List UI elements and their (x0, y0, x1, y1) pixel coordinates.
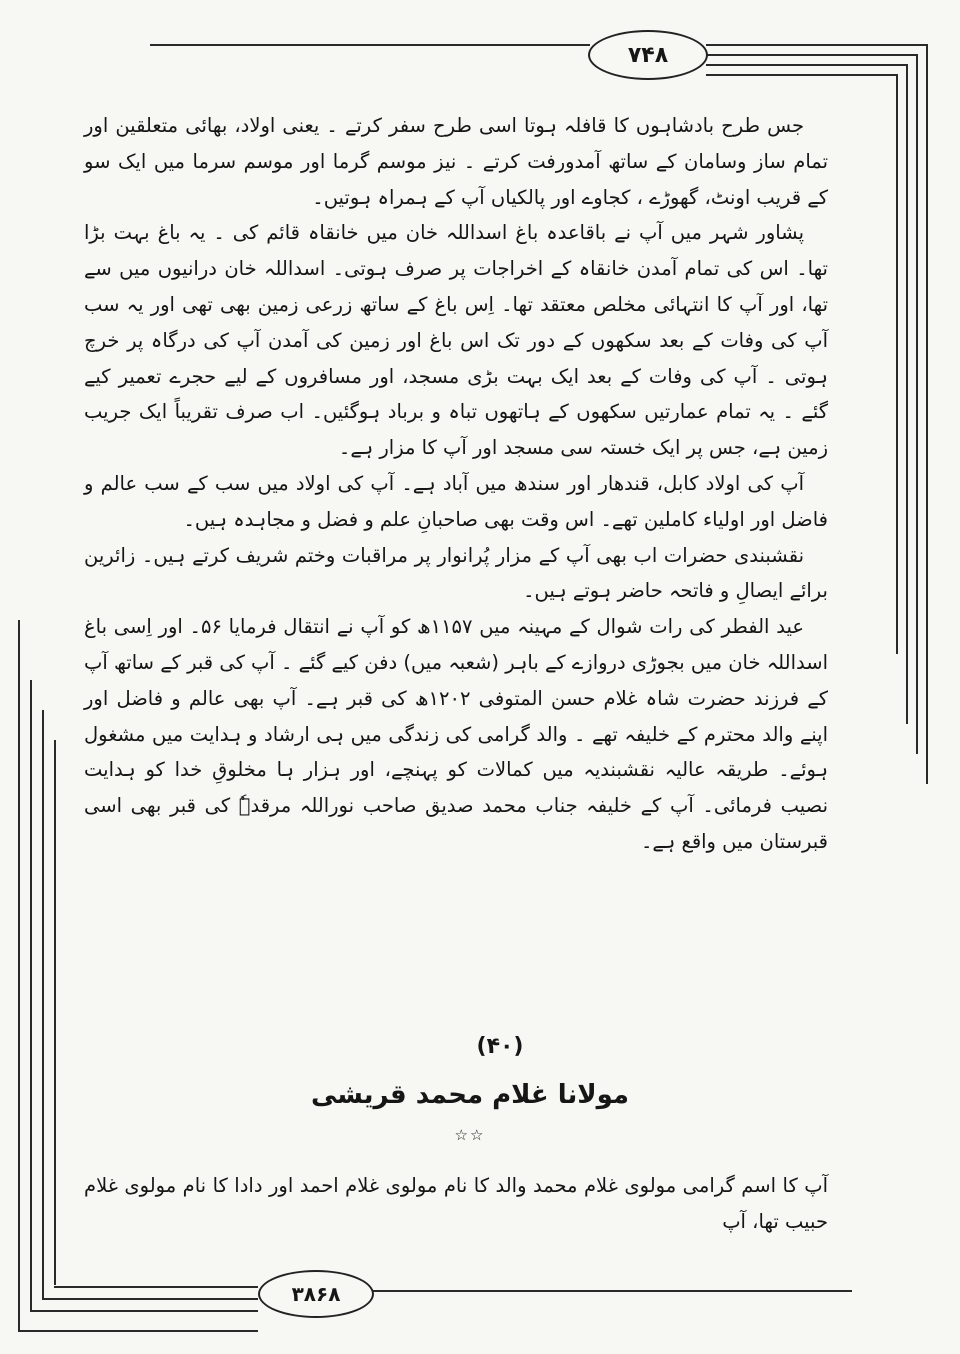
paragraph: نقشبندی حضرات اب بھی آپ کے مزار پُرانوار پر مراقبات وختم شریف کرتے ہیں۔ زائرین برائے ایصالِ و فاتحہ حاضر ہوتے ہیں۔ (84, 543, 828, 603)
frame-top-line-1 (150, 44, 590, 46)
frame-top-line-5 (706, 74, 896, 76)
paragraph: آپ کی اولاد کابل، قندھار اور سندھ میں آباد ہے۔ آپ کی اولاد میں سب کے سب عالم و فاضل اور اولیاء کاملین تھے۔ اس وقت بھی صاحبانِ علم و فضل و مجاہدہ ہیں۔ (84, 471, 828, 531)
frame-bottom-line-1 (18, 1330, 258, 1332)
paragraph: جس طرح بادشاہوں کا قافلہ ہوتا اسی طرح سفر کرتے ۔ یعنی اولاد، بھائی متعلقین اور تمام ساز وسامان کے ساتھ آمدورفت کرتے ۔ نیز موسم گرما اور موسم سرما میں ایک سو کے قریب اونٹ، گھوڑے ، کجاوے اور پالکیاں آپ کے ہمراہ ہوتیں۔ (84, 114, 828, 209)
frame-top-line-3 (706, 54, 916, 56)
paragraph: عید الفطر کی رات شوال کے مہینہ میں ۱۱۵۷ھ کو آپ نے انتقال فرمایا ۵۶۔ اور اِسی باغ اسداللہ خان میں بجوڑی دروازے کے باہر (شعبہ میں) دفن کیے گئے ۔ آپ کی قبر کے ساتھ آپ کے فرزند حضرت شاہ غلام حسن المتوفی ۱۲۰۲ھ کی قبر ہے۔ آپ بھی عالم و فاضل اور اپنے والد محترم کے خلیفہ تھے ۔ والد گرامی کی زندگی میں ہی ارشاد و ہدایت میں مشغول ہوئے۔ طریقہ عالیہ نقشبندیہ میں کمالات کو پہنچے، اور ہزار ہا مخلوقِ خدا کو ہدایت نصیب فرمائی۔ آپ کے خلیفہ جناب محمد صدیق صاحب نوراللہ مرقدہٗ کی قبر بھی اسی قبرستان میں واقع ہے۔ (84, 615, 828, 853)
paragraph: پشاور شہر میں آپ نے باقاعدہ باغ اسداللہ خان میں خانقاہ قائم کی ۔ یہ باغ بہت بڑا تھا۔ اس کی تمام آمدن خانقاہ کے اخراجات پر صرف ہوتی۔ اسداللہ خان درانیوں میں سے تھا، اور آپ کا انتہائی مخلص معتقد تھا۔ اِس باغ کے ساتھ زرعی زمین بھی تھی اور یہ سب آپ کی وفات کے بعد سکھوں کے دور تک اس باغ اور زمین کی آمدن آپ کی درگاہ پر خرچ ہوتی ۔ آپ کی وفات کے بعد ایک بہت بڑی مسجد، اور مسافروں کے لیے حجرے تعمیر کیے گئے ۔ یہ تمام عمارتیں سکھوں کے ہاتھوں تباہ و برباد ہوگئیں۔ اب صرف تقریباً ایک جریب زمین ہے، جس پر ایک خستہ سی مسجد اور آپ کا مزار ہے۔ (84, 221, 828, 460)
frame-right-line-4 (896, 74, 898, 654)
top-page-number-text: ۷۴۸ (627, 42, 669, 68)
frame-right-line-3 (906, 64, 908, 724)
frame-bottom-line-5 (372, 1290, 852, 1292)
frame-right-line-2 (916, 54, 918, 754)
frame-bottom-line-4 (54, 1286, 258, 1288)
frame-right-line-1 (926, 44, 928, 784)
frame-bottom-line-3 (42, 1298, 258, 1300)
stars-ornament: ☆☆ (454, 1126, 486, 1144)
frame-top-line-2 (706, 44, 926, 46)
frame-left-line-1 (18, 620, 20, 1330)
frame-bottom-line-2 (30, 1310, 258, 1312)
section-number: (۴۰) (476, 1034, 524, 1059)
section-heading: مولانا غلام محمد قریشی (310, 1080, 629, 1110)
frame-left-line-4 (54, 740, 56, 1285)
frame-top-line-4 (706, 64, 906, 66)
frame-left-line-3 (42, 710, 44, 1300)
closing-paragraph: آپ کا اسم گرامی مولوی غلام محمد والد کا نام مولوی غلام احمد اور دادا کا نام مولوی غلام حبیب تھا، آپ (84, 1174, 828, 1233)
bottom-page-number-text: ۳۸۶۸ (291, 1282, 341, 1306)
top-page-number (588, 30, 708, 80)
bottom-page-number (258, 1270, 374, 1318)
main-text (84, 108, 828, 860)
frame-left-line-2 (30, 680, 32, 1310)
